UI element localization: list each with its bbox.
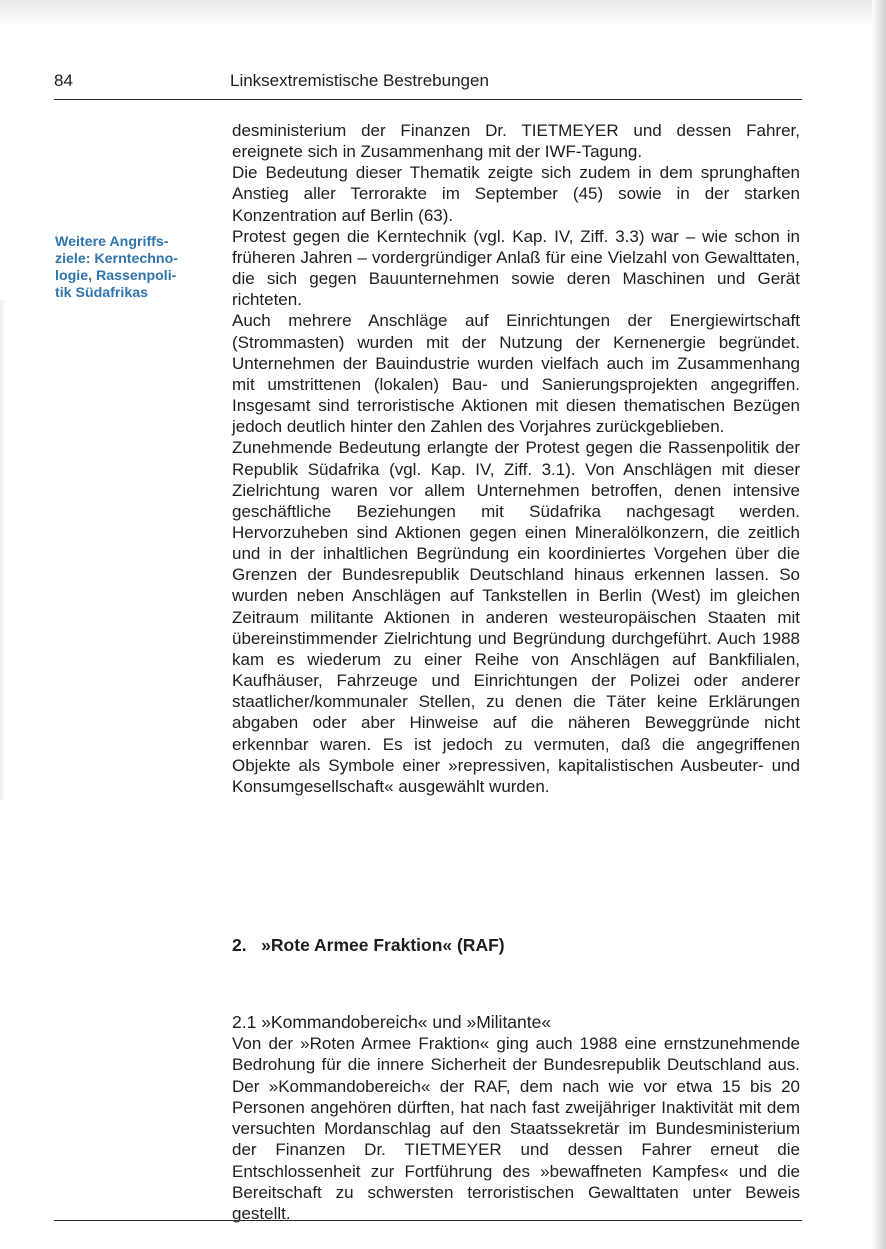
body-paragraph: Die Bedeutung dieser Thematik zeigte sich zudem in dem sprunghaften Anstieg aller Terrorakte im September (45) sowie in der starken Konzentration auf Berlin (63). <box>232 163 800 225</box>
body-paragraph: Zunehmende Bedeutung erlangte der Protest gegen die Rassenpolitik der Republik Südafrika (vgl. Kap. IV, Ziff. 3.1). Von Anschlägen mit dieser Zielrichtung waren vor allem Unternehmen betroffen, denen intensive geschäftliche Beziehungen mit Südafrika nachgesagt werden. Hervorzuheben sind Aktionen gegen einen Mineralölkonzern, die zeitlich und in der inhaltlichen Begründung ein koordiniertes Vorgehen über die Grenzen der Bundesrepublik Deutschland hinaus erkennen lassen. So wurden neben Anschlägen auf Tankstellen in Berlin (West) im gleichen Zeitraum militante Aktionen in anderen westeuropäischen Staaten mit übereinstimmender Zielrichtung und Begründung durchgeführt. Auch 1988 kam es wiederum zu einer Reihe von Anschlägen auf Bankfilialen, Kaufhäuser, Fahrzeuge und Einrichtungen der Polizei oder anderer staatlicher/kommunaler Stellen, zu denen die Täter keine Erklärungen abgaben oder aber Hinweise auf die näheren Beweggründe nicht erkennbar waren. Es ist jedoch zu vermuten, daß die angegriffenen Objekte als Symbole einer »repressiven, kapitalistischen Ausbeuter- und Konsumgesellschaft« ausgewählt wurden. <box>232 438 800 796</box>
running-title: Linksextremistische Bestrebungen <box>230 71 489 90</box>
body-paragraph: Protest gegen die Kerntechnik (vgl. Kap. IV, Ziff. 3.3) war – wie schon in früheren Jahren – vordergründiger Anlaß für eine Vielzahl von Gewalttaten, die sich gegen Bauunternehmen sowie deren Maschinen und Gerät richteten. <box>232 226 800 310</box>
page-number: 84 <box>54 71 73 90</box>
margin-note-line: logie, Rassenpoli- <box>55 268 177 284</box>
margin-note-line: Weitere Angriffs- <box>55 234 169 250</box>
body-paragraph: Auch mehrere Anschläge auf Einrichtungen der Energiewirtschaft (Strommasten) wurden mit der Nutzung der Kernenergie begründet. Unternehmen der Bauindustrie wurden vielfach auch im Zusammenhang mit umstrittenen (lokalen) Bau- und Sanierungsprojekten angegriffen. Insgesamt sind terroristische Aktionen mit diesen thematischen Bezügen jedoch deutlich hinter den Zahlen des Vorjahres zurückgeblieben. <box>232 311 800 437</box>
section-heading: 2. »Rote Armee Fraktion« (RAF) <box>232 935 505 955</box>
margin-note <box>55 234 215 302</box>
subsection-heading: 2.1 »Kommandobereich« und »Militante« <box>232 1012 552 1032</box>
body-text <box>232 120 800 797</box>
margin-note-line: tik Südafrikas <box>55 285 149 301</box>
header-rule <box>54 99 802 100</box>
sub-section <box>232 1011 800 1225</box>
section-paragraph: Von der »Roten Armee Fraktion« ging auch 1988 eine ernstzunehmende Bedrohung für die innere Sicherheit der Bundesrepublik Deutschland aus. Der »Kommandobereich« der RAF, dem nach wie vor etwa 15 bis 20 Personen angehören dürften, hat nach fast zweijähriger Inaktivität mit dem versuchten Mordanschlag auf den Staatssekretär im Bundesministerium der Finanzen Dr. TIETMEYER und dessen Fahrer erneut die Entschlossenheit zur Fortführung des »bewaffneten Kampfes« und die Bereitschaft zu schwersten terroristischen Gewalttaten unter Beweis gestellt. <box>232 1034 800 1224</box>
footer-rule <box>54 1220 802 1221</box>
page-header <box>54 70 802 94</box>
scan-shadow-left <box>0 300 6 800</box>
scan-shadow-right <box>872 0 886 1249</box>
margin-note-line: ziele: Kerntechno- <box>55 251 178 267</box>
scan-shadow-top <box>0 0 886 26</box>
body-paragraph: desministerium der Finanzen Dr. TIETMEYER und dessen Fahrer, ereignete sich in Zusammenhang mit der IWF-Tagung. <box>232 121 800 162</box>
